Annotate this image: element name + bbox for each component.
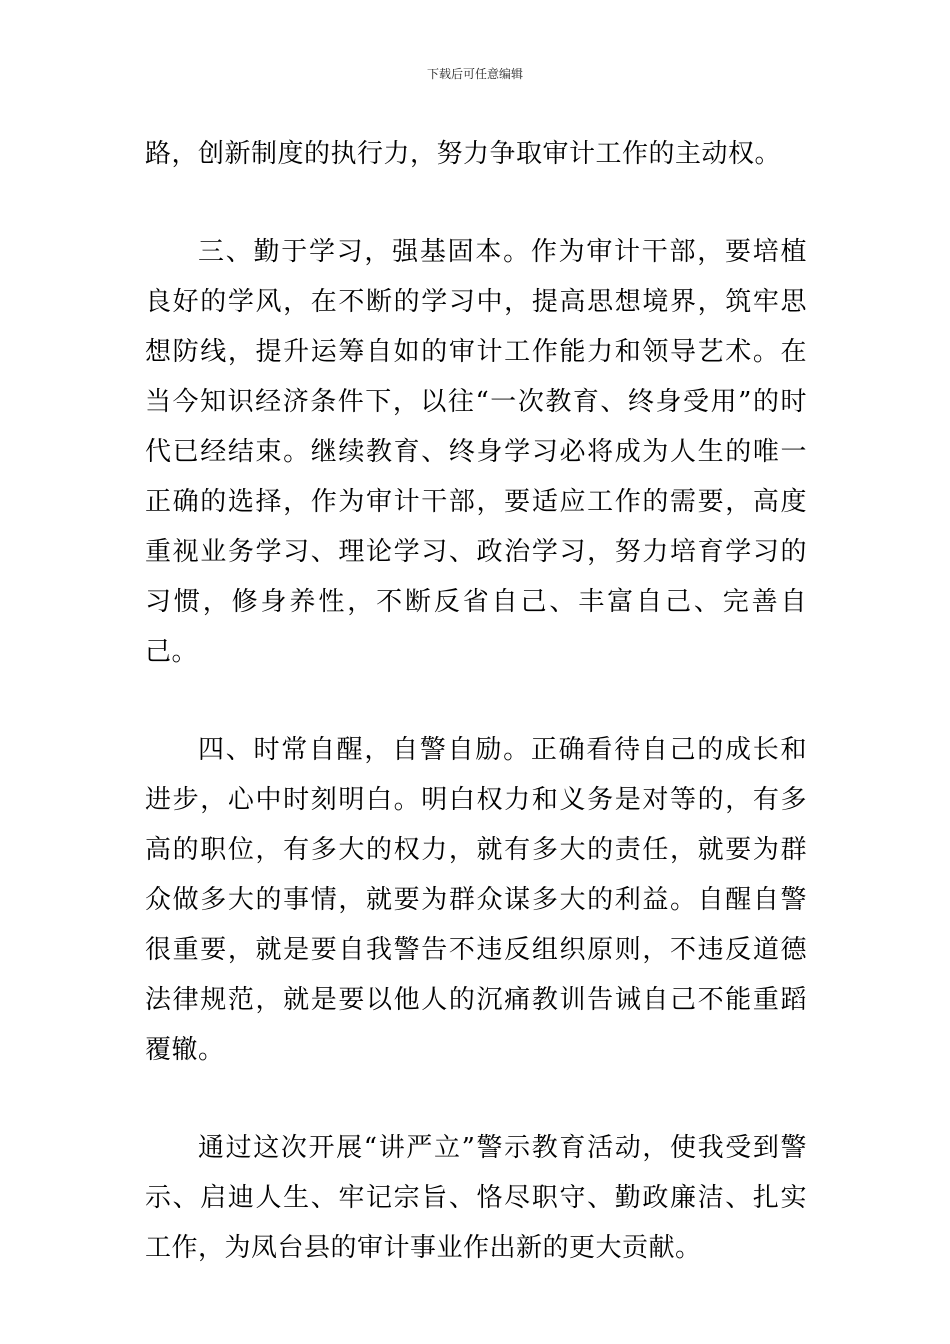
document-body bbox=[145, 129, 807, 1273]
paragraph-section-three: 三、勤于学习，强基固本。作为审计干部，要培植良好的学风，在不断的学习中，提高思想境界，筑牢思想防线，提升运筹自如的审计工作能力和领导艺术。在当今知识经济条件下，以往“一次教育、终身受用”的时代已经结束。继续教育、终身学习必将成为人生的唯一正确的选择，作为审计干部，要适应工作的需要，高度重视业务学习、理论学习、政治学习，努力培育学习的习惯，修身养性，不断反省自己、丰富自己、完善自己。 bbox=[145, 237, 807, 667]
paragraph-gap bbox=[145, 179, 807, 227]
paragraph-gap bbox=[145, 677, 807, 725]
page-header-note: 下载后可任意编辑 bbox=[426, 67, 523, 81]
paragraph-continuation: 路，创新制度的执行力，努力争取审计工作的主动权。 bbox=[145, 139, 782, 169]
paragraph-section-four: 四、时常自醒，自警自励。正确看待自己的成长和进步，心中时刻明白。明白权力和义务是对等的，有多高的职位，有多大的权力，就有多大的责任，就要为群众做多大的事情，就要为群众谋多大的利益。自醒自警很重要，就是要自我警告不违反组织原则，不违反道德法律规范，就是要以他人的沉痛教训告诫自己不能重蹈覆辙。 bbox=[145, 735, 807, 1065]
paragraph-conclusion: 通过这次开展“讲严立”警示教育活动，使我受到警示、启迪人生、牢记宗旨、恪尽职守、勤政廉洁、扎实工作，为凤台县的审计事业作出新的更大贡献。 bbox=[145, 1133, 807, 1263]
paragraph-gap bbox=[145, 1075, 807, 1123]
